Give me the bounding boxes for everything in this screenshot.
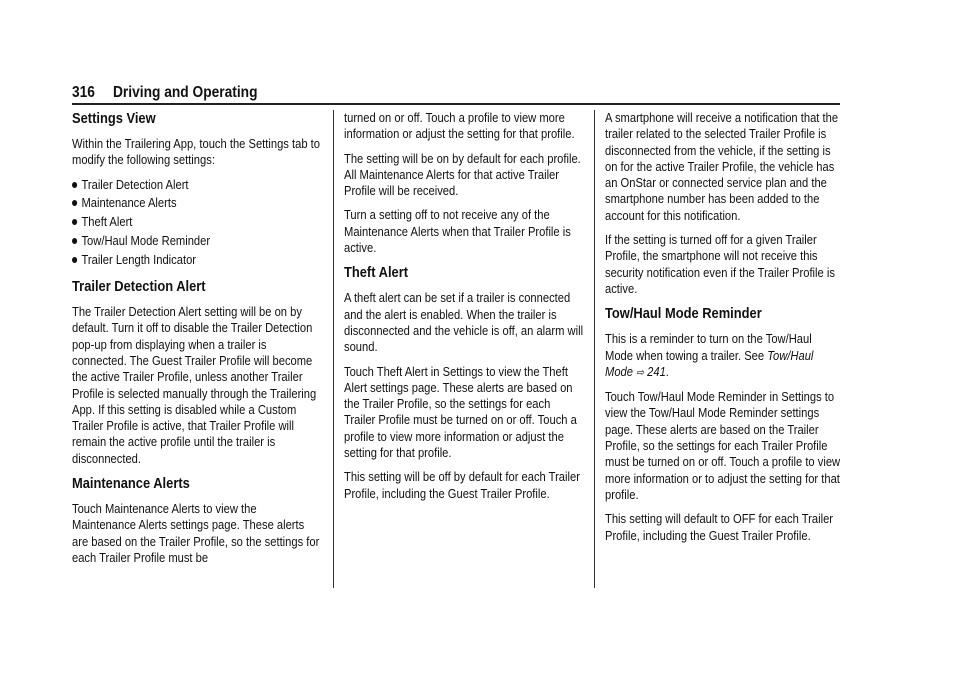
paragraph: This setting will default to OFF for each Trailer Profile, including the Guest Trailer Profile. — [605, 511, 834, 543]
list-item: Theft Alert — [72, 214, 323, 230]
paragraph: Touch Theft Alert in Settings to view the Theft Alert settings page. These alerts are based on the Trailer Profile, so the settings for each Trailer Profile must be turned on or off. Touch a profile to view more information or adjust the setting for that profile. — [344, 363, 577, 461]
heading-maintenance-alerts: Maintenance Alerts — [72, 475, 190, 493]
paragraph: Turn a setting off to not receive any of the Maintenance Alerts when that Trailer Profile is active. — [344, 207, 571, 256]
paragraph: A theft alert can be set if a trailer is connected and the alert is enabled. When the trailer is disconnected and the vehicle is off, an alarm will sound. — [344, 290, 584, 355]
page-header — [72, 84, 281, 102]
section-title: Driving and Operating — [112, 84, 258, 101]
cross-reference-title: Tow/Haul Mode — [605, 347, 814, 379]
settings-list — [72, 177, 323, 268]
heading-tow-haul-mode-reminder: Tow/Haul Mode Reminder — [605, 305, 762, 323]
paragraph-text: This is a reminder to turn on the Tow/Haul Mode when towing a trailer. See — [605, 331, 812, 363]
paragraph: If the setting is turned off for a given Trailer Profile, the smartphone will not receive this security notification even if the Trailer Profile is active. — [605, 232, 835, 296]
column-1 — [72, 110, 324, 574]
list-item: Trailer Detection Alert — [72, 177, 323, 193]
column-divider — [594, 110, 595, 588]
paragraph — [605, 331, 840, 381]
page-arrow-icon: ⇨ — [636, 366, 645, 379]
column-3 — [605, 110, 841, 552]
page-number: 316 — [72, 84, 95, 101]
column-2 — [344, 110, 584, 510]
paragraph: This setting will be off by default for each Trailer Profile, including the Guest Trailer Profile. — [344, 469, 580, 501]
column-divider — [333, 110, 334, 588]
paragraph: A smartphone will receive a notification that the trailer related to the selected Trailer Profile is disconnected from the vehicle, if the setting is on for the active Trailer Profile, the vehicle has an OnStar or connected service plan and the smartphone number has been added to the account for this notification. — [605, 110, 839, 223]
paragraph: The setting will be on by default for each profile. All Maintenance Alerts for that active Trailer Profile will be received. — [344, 150, 581, 199]
paragraph: The Trailer Detection Alert setting will be on by default. Turn it off to disable the Trailer Detection pop-up from displaying when a trailer is connected. The Guest Trailer Profile will become the active Trailer Profile, unless another Trailer Profile is selected manually through the Trailering App. If this setting is disabled while a Custom Trailer Profile is active, that Trailer Profile will remain the active profile until the trailer is disconnected. — [72, 304, 317, 466]
heading-settings-view: Settings View — [72, 110, 156, 127]
paragraph: Touch Tow/Haul Mode Reminder in Settings to view the Tow/Haul Mode Reminder settings page. These alerts are based on the Trailer Profile, so the settings for each Trailer Profile must be turned on or off. Touch a profile to view more information or to adjust the setting for that profile. — [605, 389, 841, 502]
paragraph: Touch Maintenance Alerts to view the Maintenance Alerts settings page. These alerts are based on the Trailer Profile, so the settings for each Trailer Profile must be — [72, 501, 320, 565]
list-item: Tow/Haul Mode Reminder — [72, 233, 323, 249]
paragraph: turned on or off. Touch a profile to view more information or adjust the setting for that profile. — [344, 110, 575, 142]
paragraph-end: . — [665, 363, 669, 379]
header-rule — [72, 103, 840, 105]
heading-theft-alert: Theft Alert — [344, 264, 409, 282]
list-item: Maintenance Alerts — [72, 195, 323, 211]
heading-trailer-detection-alert: Trailer Detection Alert — [72, 278, 206, 296]
list-item: Trailer Length Indicator — [72, 252, 323, 268]
cross-reference-page: 241 — [647, 363, 666, 379]
paragraph: Within the Trailering App, touch the Settings tab to modify the following settings: — [72, 136, 320, 168]
